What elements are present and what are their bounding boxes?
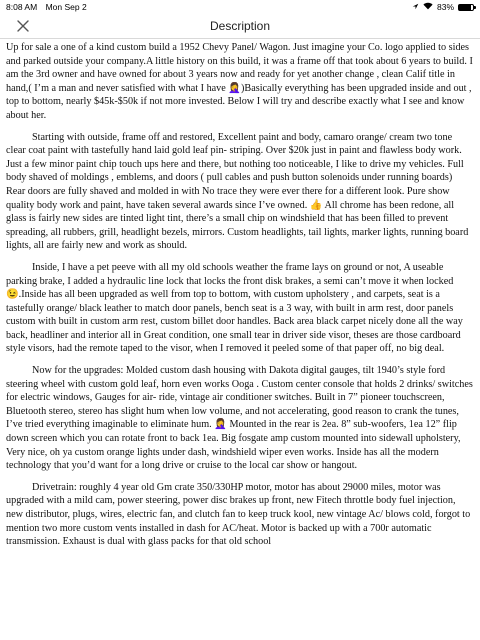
navigation-bar	[0, 14, 480, 39]
description-paragraph-exterior: Starting with outside, frame off and restored, Excellent paint and body, camaro orange/ cream two tone clear coat paint with tastefully hand laid gold leaf pin- striping. Over $20k just in paint and flawless body work. Just a few minor paint chip touch ups here and there, but nothing too noticeable, I like to drive my vehicles. Full body shaved of moldings , emblems, and doors ( pull cables and push button solenoids under running boards) Rear doors are fully shaved and molded in with No trace they were ever there for a different look. Pure show quality body work and paint, have taken several awards since I’ve owned. 👍 All chrome has been redone, all glass is fairly new sides are tinted light tint, there’s a small chip on windshield that has been filled to prevent spreading, all rubbers, grill, headlight bezels, mirrors. Custom headlights, tail lights, marker lights, running board lights, all are fairly new and work as should.	[6, 131, 469, 252]
status-bar	[0, 0, 480, 14]
wifi-icon	[423, 2, 433, 12]
description-paragraph-interior: Inside, I have a pet peeve with all my old schools weather the frame lays on ground or not, A useable parking brake, I added a hydraulic line lock that locks the front disk brakes, a semi can’t move it when locked 😉.Inside has all been upgraded as well from top to bottom, with custom upholstery , and carpets, seat is a tastefully orange/ black leather to match door panels, bench seat is a 3 way, with built in arm rest, door panels custom with built in custom arm rest, custom billet door handles. Back area black carpet nicely done all the way back, headliner and interior all in Great condition, one small tear in driver side visor, theses are those cardboard style visors, had the remote taped to the visor, when I removed it peeled some of that paper off, no big deal.	[6, 261, 463, 355]
description-paragraph-upgrades: Now for the upgrades: Molded custom dash housing with Dakota digital gauges, tilt 1940’s style ford steering wheel with custom gold leaf, horn even works Ooga . Custom center console that holds 2 drinks/ switches for electric windows, Gauges for air- ride, vintage air conditioner switches. Built in 7” pioneer touchscreen, Bluetooth stereo, stereo has slight hum when low volume, and not accelerating, good reason to crank the tunes, I’ve tried everything imaginable to eliminate hum. 🤦‍♀️ Mounted in the rear is 2ea. 8” sub-woofers, 1ea 12” flip down screen which you can rotate front to back 1ea. Big fosgate amp custom mounted into sidewall upholstery, Very nice, oh ya custom orange lights under dash, windshield wiper even works. Inside has all the modern technology that you’d want for a long drive or cruise to the local car show or hangout.	[6, 365, 473, 472]
description-body[interactable]	[0, 41, 480, 640]
status-time: 8:08 AM	[6, 2, 38, 12]
location-icon	[412, 2, 419, 12]
battery-icon	[458, 4, 474, 11]
battery-percent: 83%	[436, 2, 454, 12]
status-date: Mon Sep 2	[45, 2, 87, 12]
description-paragraph-intro: Up for sale a one of a kind custom build a 1952 Chevy Panel/ Wagon. Just imagine your Co. logo applied to sides and parked outside your company.A little history on this build, it was a frame off that took about 6 years to build. I am the 3rd owner and have owned for about 3 years now and ready for yet another change , clean Calif title in hand,( I’m a man and never satisfied with what I have 🤦‍♀️)Basically everything has been upgraded inside and out , top to bottom, nearly $45k-$50k if not more invested. Below I will try and describe exactly what I see and know about her.	[6, 42, 473, 121]
close-icon	[17, 20, 29, 32]
battery-level-fill	[459, 5, 471, 10]
status-time-date	[6, 2, 93, 12]
page-title: Description	[209, 19, 271, 33]
description-paragraph-drivetrain: Drivetrain: roughly 4 year old Gm crate 350/330HP motor, motor has about 29000 miles, motor was upgraded with a mild cam, power steering, power disc brakes up front, new Fitech throttle body fuel injection, new distributor, plugs, wires, electric fan, and clutch fan to keep truck kool, new vintage Ac/ blows cold, forgot to mention two more custom vents installed in dash for AC/heat. Motor is backed up with a 700r automatic transmission. Exhaust is dual with glass packs for that old school	[6, 481, 471, 548]
close-button[interactable]	[14, 17, 32, 35]
status-indicators	[412, 2, 474, 12]
